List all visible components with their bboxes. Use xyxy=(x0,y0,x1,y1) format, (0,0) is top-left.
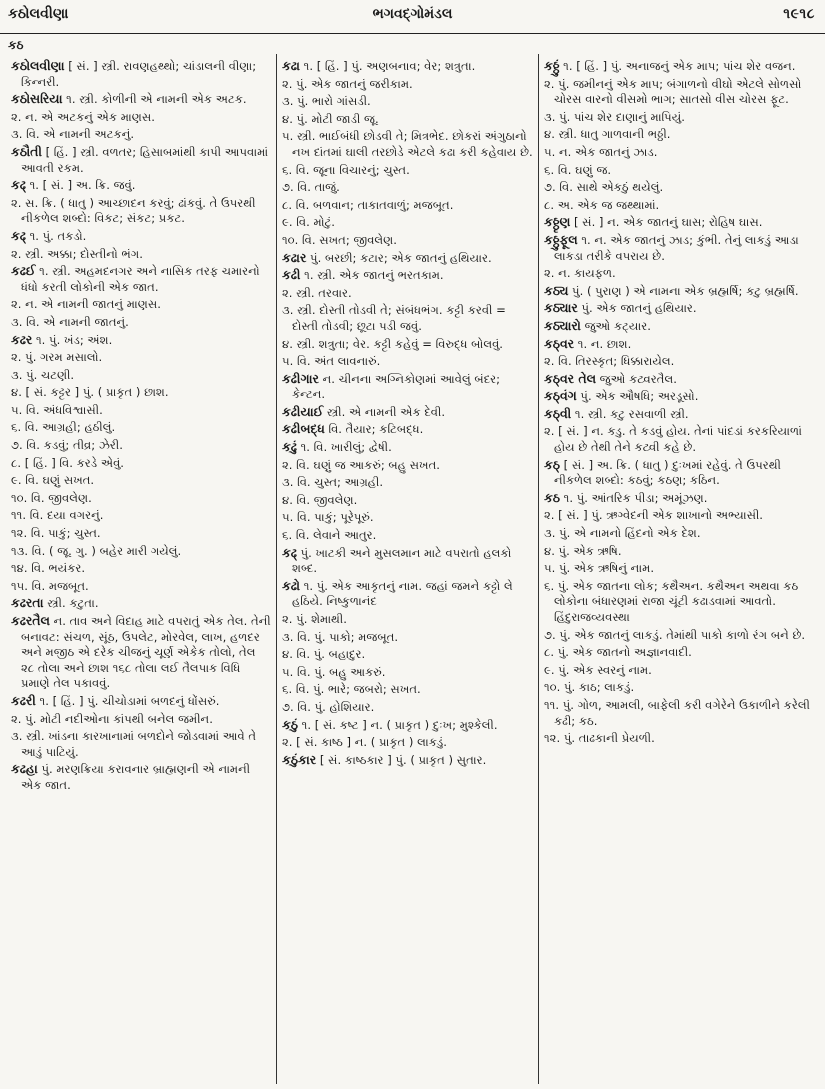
definition-text: સ્ત્રી. કટુતા. xyxy=(43,596,99,611)
dictionary-entry xyxy=(11,246,271,263)
dictionary-entry xyxy=(282,250,533,267)
definition-text: ૧. [ હિં. ] પું. ચીચોડામાં બળદનું ધોંસરું. xyxy=(35,693,220,708)
definition-text: ૨. વિ. તિરસ્કૃત; ધિક્કારાયેલ. xyxy=(544,354,675,369)
definition-text: ૯. વિ. મોટું. xyxy=(282,215,335,230)
definition-text: ૭. પું. એક જાતનું લાકડું. તેમાંથી પાકો કાળો રંગ બને છે. xyxy=(544,627,806,642)
dictionary-entry xyxy=(544,58,816,75)
headword: કઠ્યાર xyxy=(544,300,578,316)
headword: કઢી xyxy=(282,267,301,283)
definition-text: પું. ( પુરાણ ) એ નામના એક બ્રહ્મર્ષિ; કટુ બ્રહ્મર્ષિ. xyxy=(568,283,799,298)
dictionary-entry xyxy=(544,644,816,661)
definition-text: સ્ત્રી. એ નામની એક દેવી. xyxy=(323,404,446,419)
definition-text: ૧. પું. તકડો. xyxy=(25,228,87,243)
dictionary-entry xyxy=(544,144,816,161)
definition-text: ૨. સ્ત્રી. તરવાર. xyxy=(282,285,352,300)
headword: કઢું xyxy=(282,439,297,455)
dictionary-entry xyxy=(282,353,533,370)
definition-text: ૮. અ. એક જ જથ્થામાં. xyxy=(544,197,660,212)
dictionary-entry xyxy=(282,545,533,577)
dictionary-entry xyxy=(11,228,271,245)
definition-text: ૫. વિ. અંધવિશ્વાસી. xyxy=(11,402,103,417)
column-1 xyxy=(6,54,276,1084)
dictionary-entry xyxy=(544,109,816,126)
headword: કઠોસરિયા xyxy=(11,91,63,107)
definition-text: ૧. સ્ત્રી. અહમદનગર અને નાસિક તરફ ચમારનો ધંધો કરતી લોકોની એક જાત. xyxy=(21,264,260,294)
dictionary-entry xyxy=(282,162,533,179)
dictionary-entry xyxy=(11,595,271,612)
dictionary-entry xyxy=(11,455,271,472)
definition-text: ૪. વિ. જીવલેણ. xyxy=(282,492,358,507)
definition-text: ૨. ન. એ અટકનું એક માણસ. xyxy=(11,109,155,124)
definition-text: ૧૦. પું. કાઠ; લાકડું. xyxy=(544,680,635,695)
dictionary-entry xyxy=(544,490,816,507)
headword: કઠ્ઠૃણ xyxy=(544,214,571,230)
dictionary-entry xyxy=(282,457,533,474)
definition-text: ૯. વિ. ઘણું સખત. xyxy=(11,473,95,488)
dictionary-entry xyxy=(282,752,533,769)
dictionary-entry xyxy=(544,406,816,423)
dictionary-entry xyxy=(544,543,816,560)
headword: કઠ્ xyxy=(544,456,560,472)
definition-text: ૧. વિ. ખારીલું; દ્વેષી. xyxy=(296,440,392,455)
definition-text: ૨. ન. એ નામની જાતનું માણસ. xyxy=(11,297,161,312)
dictionary-entry xyxy=(282,646,533,663)
dictionary-entry xyxy=(282,578,533,610)
dictionary-entry xyxy=(11,761,271,793)
headword: કઠુંકાર xyxy=(282,751,317,767)
column-2 xyxy=(276,54,538,1084)
definition-text: ૬. વિ. જૂના વિચારનું; ચુસ્ત. xyxy=(282,162,410,177)
dictionary-entry xyxy=(282,421,533,438)
definition-text: ૮. વિ. બળવાન; તાકાતવાળું; મજબૂત. xyxy=(282,197,454,212)
definition-text: ૧૦. વિ. જીવલેણ. xyxy=(11,490,92,505)
definition-text: ૪. સ્ત્રી. શત્રુતા; વેર. કટ્ટી કહેવું = વિરુદ્ધ બોલવું. xyxy=(282,336,503,351)
dictionary-entry xyxy=(544,423,816,455)
definition-text: [ સં. ] અ. ક્રિ. ( ધાતુ ) દુઃખમાં રહેવું. તે ઉપરથી નીકળેલ શબ્દો: કઠવું; કઠણ; કઠિન. xyxy=(554,457,781,488)
dictionary-entry xyxy=(282,76,533,93)
definition-text: ૫. વિ. પાકું; પૂરેપૂરું. xyxy=(282,510,374,525)
definition-text: ૩. વિ. ચુસ્ત; આગ્રહી. xyxy=(282,475,384,490)
definition-text: ૫. વિ. પું. બહુ આકરું. xyxy=(282,664,386,679)
definition-text: ૬. પું. એક જાતના લોક; કથૈઅન. કથૈઅન અથવા કઠ લોકોના બંધારણમાં રાજા ચૂંટી કઢાડવામાં આવતો. હિંદુરાજવ્યવસ્થા xyxy=(544,578,799,624)
dictionary-entry xyxy=(282,179,533,196)
definition-text: પું. મરણક્રિયા કરાવનાર બ્રાહ્મણની એ નામની એક જાત. xyxy=(21,762,251,792)
dictionary-entry xyxy=(282,527,533,544)
dictionary-entry xyxy=(544,76,816,108)
dictionary-entry xyxy=(544,283,816,300)
dictionary-entry xyxy=(282,681,533,698)
dictionary-entry xyxy=(544,578,816,626)
dictionary-entry xyxy=(11,490,271,507)
definition-text: ૨. પું. જમીનનું એક માપ; બંગાળનો વીઘો એટલે સોળસો ચોરસ વારનો વીસમો ભાગ; સાતસો વીસ ચોરસ ફૂટ. xyxy=(544,76,802,107)
headword: કઠ્વર xyxy=(544,335,575,351)
definition-text: ૧. સ્ત્રી. કોળીની એ નામની એક અટક. xyxy=(62,92,247,107)
definition-text: ૫. સ્ત્રી. ભાઈબંધી છોડવી તે; મિત્રભેદ. છોકરાં અંગુઠાનો નખ દાંતમાં ઘાલી તરછોડે એટલે કઢા કરી કહેવાય છે. xyxy=(282,129,533,159)
definition-text: ૩. પું. પાંચ શેર દાણાનું માપિયું. xyxy=(544,109,685,124)
headword: કઠ્વી xyxy=(544,405,572,421)
dictionary-entry xyxy=(282,404,533,421)
definition-text: જુઓ કટ્વરતૈલ. xyxy=(595,371,677,386)
dictionary-entry xyxy=(282,58,533,75)
dictionary-entry xyxy=(544,197,816,214)
definition-text: ન. ચીનના અગ્નિકોણમાં આવેલું બંદર; કેન્ટન. xyxy=(292,371,501,402)
definition-text: ૩. પું. એ નામનો હિંદનો એક દેશ. xyxy=(544,526,701,541)
dictionary-entry xyxy=(11,543,271,560)
headword: કઢ્ xyxy=(11,177,26,193)
definition-text: ૭. વિ. પું. હોશિયાર. xyxy=(282,699,375,714)
definition-text: ૨. પું. મોટી નદીઓના કાંપથી બનેલ જમીન. xyxy=(11,711,213,726)
headword: કઢીગાર xyxy=(282,370,319,386)
definition-text: ૮. પું. એક જાતનો અજ્ઞાનવાદી. xyxy=(544,645,692,660)
definition-text: ૭. વિ. સાથે એકઠું થયેલું. xyxy=(544,180,664,195)
definition-text: પું. બરછી; કટાર; એક જાતનું હથિયાર. xyxy=(306,250,492,265)
dictionary-entry xyxy=(282,302,533,334)
page-number: ૧૯૧૮ xyxy=(783,6,815,22)
definition-text: ૨. સ્ત્રી. અક્કા; દોસ્તીનો ભંગ. xyxy=(11,246,143,261)
definition-text: ૭. વિ. તાજું. xyxy=(282,180,340,195)
definition-text: ૪. પું. એક ઋષિ. xyxy=(544,543,622,558)
dictionary-entry xyxy=(282,285,533,302)
definition-text: ૬. વિ. ઘણું જ. xyxy=(544,162,612,177)
dictionary-entry xyxy=(11,711,271,728)
definition-text: ૪. પું. મોટી જાડી જૂ. xyxy=(282,111,379,126)
dictionary-entry xyxy=(11,263,271,295)
definition-text: ૩. સ્ત્રી. દોસ્તી તોડવી તે; સંબંધભંગ. કટ્ટી કરવી = દોસ્તી તોડવી; છૂટા પડી જવું. xyxy=(282,303,506,333)
dictionary-entry xyxy=(11,177,271,194)
definition-text: ૧. [ હિં. ] પું. અણબનાવ; વેર; શત્રુતા. xyxy=(299,59,476,73)
dictionary-entry xyxy=(282,336,533,353)
definition-text: ૩. વિ. એ નામની અટકનું. xyxy=(11,127,135,142)
running-head-title: ભગવદ્ગોમંડલ xyxy=(372,6,453,22)
definition-text: ૭. વિ. કડવું; તીવ્ર; ઝેરી. xyxy=(11,438,123,453)
dictionary-entry xyxy=(11,419,271,436)
definition-text: ૨. [ સં. કાષ્ઠ ] ન. ( પ્રાકૃત ) લાકડું. xyxy=(282,735,447,750)
dictionary-entry xyxy=(544,300,816,317)
definition-text: ૪. [ સં. કટ્ટર ] પું. ( પ્રાકૃત ) છાશ. xyxy=(11,385,169,400)
definition-text: ૧. [ સં. કષ્ટ ] ન. ( પ્રાકૃત ) દુઃખ; મુશ્કેલી. xyxy=(297,717,498,732)
definition-text: ૧. પું. આંતરિક પીડા; અમૂંઝણ. xyxy=(559,490,708,505)
headword: કઠ્યારો xyxy=(544,317,581,333)
definition-text: ૨. પું. શેમાથી. xyxy=(282,612,347,626)
dictionary-entry xyxy=(282,439,533,456)
section-label: કઠ xyxy=(8,38,24,52)
definition-text: ૩. વિ. પું. પાકો; મજબૂત. xyxy=(282,629,399,644)
dictionary-entry xyxy=(282,128,533,160)
definition-text: ૧. ન. એક જાતનું ઝાડ; કુંભી. તેનું લાકડું આડા લાકડા તરીકે વપરાય છે. xyxy=(554,232,799,263)
definition-text: [ સં. ] ન. એક જાતનું ઘાસ; રોહિષ ઘાસ. xyxy=(570,215,763,230)
dictionary-entry xyxy=(544,353,816,370)
definition-text: ૫. પું. એક ઋષિનું નામ. xyxy=(544,561,655,576)
dictionary-entry xyxy=(11,437,271,454)
headword: કઢીયાઈ xyxy=(282,403,324,419)
page-header xyxy=(0,0,825,34)
definition-text: ૨. ન. કાયફળ. xyxy=(544,266,616,281)
definition-text: ૨. વિ. ઘણું જ આકરું; બહુ સખત. xyxy=(282,457,440,472)
dictionary-entry xyxy=(11,728,271,760)
headword: કઠ્ઠુફૂલ xyxy=(544,231,578,247)
definition-text: ૬. વિ. લેવાને આતુર. xyxy=(282,528,377,543)
dictionary-entry xyxy=(11,144,271,176)
definition-text: પું. ખાટકી અને મુસલમાન માટે વપરાતો હલકો શબ્દ. xyxy=(292,545,512,576)
definition-text: ૫. વિ. અંત લાવનારું. xyxy=(282,354,381,369)
definition-text: [ હિં. ] સ્ત્રી. વળતર; હિસાબમાંથી કાપી આપવામાં આવતી રકમ. xyxy=(21,144,269,175)
definition-text: ૧. ન. છાશ. xyxy=(574,336,632,351)
headword: કઢઈ xyxy=(11,263,36,279)
definition-text: ૧૧. વિ. દયા વગરનું. xyxy=(11,508,104,523)
definition-text: ૯. પું. એક સ્વરનું નામ. xyxy=(544,662,652,677)
definition-text: ૩. સ્ત્રી. ખાંડના કારખાનામાં બળદોને જોડવામાં આવે તે આડું પાટિયું. xyxy=(11,729,257,759)
headword: કઢાર xyxy=(282,249,307,265)
headword: કઢ્ xyxy=(11,227,26,243)
dictionary-entry xyxy=(282,492,533,509)
dictionary-entry xyxy=(11,109,271,126)
dictionary-entry xyxy=(11,613,271,692)
dictionary-entry xyxy=(282,197,533,214)
dictionary-entry xyxy=(282,664,533,681)
dictionary-entry xyxy=(11,58,271,90)
headword: કઠ્ય xyxy=(544,282,569,298)
headword: કઢ્ xyxy=(282,544,297,560)
definition-text: ૪. વિ. પું. બહાદુર. xyxy=(282,647,366,662)
headword: કઠ્વર તેલ xyxy=(544,370,596,386)
dictionary-entry xyxy=(11,384,271,401)
running-head-left: કઠોલવીણા xyxy=(8,6,69,22)
definition-text: ૪. સ્ત્રી. ધાતુ ગાળવાની ભઠ્ઠી. xyxy=(544,127,671,142)
dictionary-entry xyxy=(11,560,271,577)
headword: કઠૌતી xyxy=(11,143,42,159)
headword: કઢા xyxy=(282,58,300,73)
headword: કઢરતા xyxy=(11,595,44,611)
dictionary-entry xyxy=(544,560,816,577)
definition-text: ૧૦. વિ. સખત; જીવલેણ. xyxy=(282,232,397,247)
headword: કઢર xyxy=(11,331,33,347)
definition-text: ૩. પું. ભારો ગાંસડી. xyxy=(282,94,371,109)
definition-text: ૧. પું. ખંડ; અંશ. xyxy=(32,332,113,347)
dictionary-entry xyxy=(282,717,533,734)
headword: કઢીબદ્ધ xyxy=(282,421,325,437)
dictionary-entry xyxy=(544,507,816,524)
dictionary-entry xyxy=(282,214,533,231)
definition-text: ૨. પું. એક જાતનું જરીકામ. xyxy=(282,76,413,91)
definition-text: ૨. [ સં. ] પું. ઋગ્વેદની એક શાખાનો અભ્યાસી. xyxy=(544,508,763,523)
dictionary-entry xyxy=(282,93,533,110)
dictionary-entry xyxy=(11,693,271,710)
headword: કઠ્ઠું xyxy=(544,58,560,73)
dictionary-entry xyxy=(544,318,816,335)
definition-text: ૮. [ હિં. ] વિ. કરડે એવું. xyxy=(11,455,124,470)
headword: કઢો xyxy=(282,577,301,593)
dictionary-entry xyxy=(282,232,533,249)
definition-text: ૨. પું. ગરમ મસાલો. xyxy=(11,350,103,365)
definition-text: ૧૩. વિ. ( જૂ. ગુ. ) બહેર મારી ગયેલું. xyxy=(11,543,182,558)
dictionary-entry xyxy=(544,179,816,196)
dictionary-entry xyxy=(282,611,533,628)
dictionary-entry xyxy=(544,627,816,644)
dictionary-entry xyxy=(282,699,533,716)
dictionary-entry xyxy=(544,126,816,143)
dictionary-entry xyxy=(544,730,816,747)
dictionary-entry xyxy=(544,388,816,405)
dictionary-entry xyxy=(282,474,533,491)
definition-text: ૧. સ્ત્રી. એક જાતનું ભરતકામ. xyxy=(300,268,444,283)
definition-text: જુઓ કટ્યાર. xyxy=(580,318,651,333)
dictionary-entry xyxy=(282,734,533,751)
definition-text: પું. એક ઔષધિ; અરડૂસો. xyxy=(576,389,699,404)
dictionary-entry xyxy=(282,111,533,128)
definition-text: ૧. [ સં. ] અ. ક્રિ. જવું. xyxy=(25,178,136,193)
dictionary-entry xyxy=(282,267,533,284)
definition-text: [ સં. ] સ્ત્રી. રાવણહથ્થો; ચાંડાલની વીણા; કિન્નરી. xyxy=(21,59,257,89)
dictionary-entry xyxy=(11,472,271,489)
dictionary-entry xyxy=(11,91,271,108)
dictionary-entry xyxy=(11,402,271,419)
headword: કઢરતૈલ xyxy=(11,613,50,628)
definition-text: ૫. ન. એક જાતનું ઝાડ. xyxy=(544,144,658,159)
dictionary-entry xyxy=(11,525,271,542)
dictionary-entry xyxy=(544,265,816,282)
definition-text: ૨. સ. ક્રિ. ( ધાતુ ) આચ્છાદન કરવું; ઢાંકવું. તે ઉપરથી નીકળેલ શબ્દો: વિકટ; સંકટ; પ્રકટ. xyxy=(11,195,256,226)
dictionary-entry xyxy=(544,371,816,388)
definition-text: ૧૫. વિ. મજબૂત. xyxy=(11,578,89,593)
headword: કઠ્વંગ xyxy=(544,388,577,404)
dictionary-entry xyxy=(11,126,271,143)
dictionary-entry xyxy=(11,349,271,366)
dictionary-entry xyxy=(11,296,271,313)
dictionary-entry xyxy=(282,371,533,403)
headword: કઢરી xyxy=(11,692,36,708)
definition-text: ૧૧. પું. ગોળ, આમલી, બાફેલી કરી વગેરેને ઉકાળીને કરેલી કઢી; કઠ. xyxy=(544,697,810,728)
definition-text: ૬. વિ. આગ્રહી; હઠીલું. xyxy=(11,420,116,435)
definition-text: ૧૪. વિ. ભયંકર. xyxy=(11,561,86,576)
definition-text: ૧. સ્ત્રી. કટુ રસવાળી સ્ત્રી. xyxy=(571,406,689,421)
dictionary-entry xyxy=(11,578,271,595)
dictionary-entry xyxy=(544,679,816,696)
headword: કઢહા xyxy=(11,761,38,777)
definition-text: ૧૨. વિ. પાકું; ચુસ્ત. xyxy=(11,526,101,541)
definition-text: ૬. વિ. પું. ભારે; જબરો; સખત. xyxy=(282,682,421,697)
dictionary-entry xyxy=(544,162,816,179)
definition-text: ૧. [ હિં. ] પું. અનાજનું એક માપ; પાંચ શેર વજન. xyxy=(559,59,796,73)
headword: કઠ xyxy=(544,489,560,505)
dictionary-entry xyxy=(544,336,816,353)
dictionary-entry xyxy=(544,457,816,489)
dictionary-entry xyxy=(544,662,816,679)
dictionary-entry xyxy=(544,232,816,264)
dictionary-entry xyxy=(282,509,533,526)
dictionary-entry xyxy=(544,214,816,231)
dictionary-entry xyxy=(282,629,533,646)
definition-text: [ સં. કાષ્ઠકાર ] પું. ( પ્રાકૃત ) સુતાર. xyxy=(316,752,487,767)
column-3 xyxy=(538,54,821,1084)
definition-text: ૨. [ સં. ] ન. કડુ. તે કડવું હોય. તેનાં પાંદડાં કરકરિયાળાં હોય છે તેથી તેને કટ્વી કહે છે. xyxy=(544,424,802,455)
dictionary-entry xyxy=(11,195,271,227)
dictionary-entry xyxy=(11,367,271,384)
definition-text: ૧૨. પું. તાઢકાની પ્રેયળી. xyxy=(544,731,655,746)
definition-text: ૩. વિ. એ નામની જાતનું. xyxy=(11,314,129,329)
dictionary-entry xyxy=(544,697,816,729)
definition-text: ૩. પું. ચટણી. xyxy=(11,367,75,382)
definition-text: વિ. તૈયાર; કટિબદ્ધ. xyxy=(324,422,424,437)
dictionary-entry xyxy=(11,332,271,349)
headword: કઠું xyxy=(282,716,298,732)
dictionary-entry xyxy=(11,507,271,524)
headword: કઠોલવીણા xyxy=(11,58,65,73)
definition-text: ન. તાવ અને વિદાહ માટે વપરાતું એક તેલ. તેની બનાવટ: સંચળ, સૂંઠ, ઉપલેટ, મોરવેલ, લાખ, હળદર અને મજીઠ એ દરેક ચીજનું ચૂર્ણ એકેક તોલો, તેલ ૨૮ તોલા અને છાશ ૧૬૮ તોલા લઈ તૈલપાક વિધિ પ્રમાણે તેલ પકાવવું. xyxy=(21,614,271,691)
definition-text: ૧. પું. એક આકૃતનું નામ. જહાં જમને કટ્ટો લે હઠિયે. નિષ્કુળાનંદ xyxy=(292,578,513,609)
dictionary-entry xyxy=(11,314,271,331)
dictionary-entry xyxy=(544,525,816,542)
dictionary-columns xyxy=(6,54,821,1084)
definition-text: પું. એક જાતનું હથિયાર. xyxy=(577,301,697,316)
